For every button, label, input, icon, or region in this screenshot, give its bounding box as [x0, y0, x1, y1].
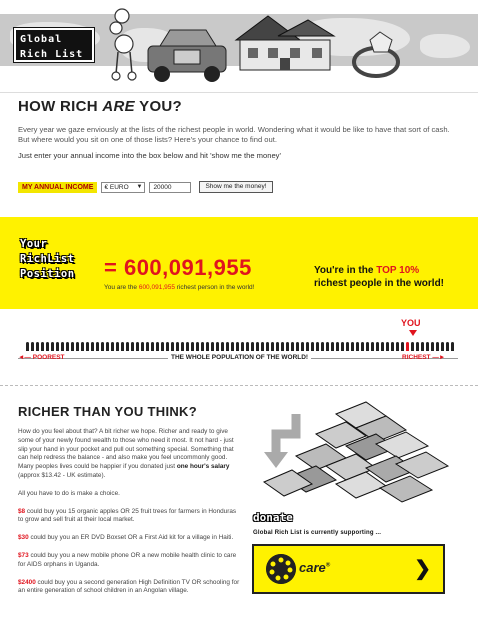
person-icon	[221, 342, 224, 351]
currency-value: € EURO	[104, 183, 129, 191]
person-icon	[246, 342, 249, 351]
person-icon	[396, 342, 399, 351]
person-icon	[451, 342, 454, 351]
person-icon	[161, 342, 164, 351]
person-icon	[76, 342, 79, 351]
person-icon	[296, 342, 299, 351]
person-icon	[356, 342, 359, 351]
badge-line-3: Position	[20, 268, 75, 280]
richlist-position-badge	[20, 237, 86, 285]
mansion-illustration	[228, 10, 338, 74]
site-logo[interactable]	[14, 28, 94, 62]
person-icon	[281, 342, 284, 351]
person-icon	[351, 342, 354, 351]
richer-choice: All you have to do is make a choice.	[18, 489, 120, 497]
donation-option: $8 could buy you 15 organic apples OR 25 fruit trees for farmers in Honduras to grow and sell fruit at their local market.	[18, 507, 237, 524]
person-icon	[186, 342, 189, 351]
person-icon	[196, 342, 199, 351]
person-icon	[36, 342, 39, 351]
person-icon	[416, 342, 419, 351]
person-icon	[326, 342, 329, 351]
chevron-down-icon: ▼	[136, 184, 143, 190]
person-icon	[96, 342, 99, 351]
person-icon	[66, 342, 69, 351]
person-icon	[251, 342, 254, 351]
person-icon	[376, 342, 379, 351]
site-header	[0, 0, 478, 93]
person-icon	[261, 342, 264, 351]
badge-line-1: Your	[20, 238, 48, 250]
person-icon	[26, 342, 29, 351]
person-icon	[206, 342, 209, 351]
person-icon	[121, 342, 124, 351]
person-icon	[146, 342, 149, 351]
person-icon	[411, 342, 414, 351]
person-icon	[71, 342, 74, 351]
person-icon	[131, 342, 134, 351]
person-icon	[216, 342, 219, 351]
person-icon	[201, 342, 204, 351]
person-icon	[276, 342, 279, 351]
population-scale	[18, 316, 458, 376]
donation-option: $30 could buy you an ER DVD Boxset OR a First Aid kit for a village in Haiti.	[18, 534, 234, 542]
person-icon	[176, 342, 179, 351]
person-icon	[266, 342, 269, 351]
person-icon	[336, 342, 339, 351]
person-icon	[136, 342, 139, 351]
richer-paragraph: How do you feel about that? A bit richer we hope. Richer and ready to give some of your newly found wealth to those who need it most. It not hard - just slip your hand in your pocket and pull out something special. Something that can help redress the balance - and also make you feel uncommonly good. Many peoples lives could be happier if you donated just one hour's salary (approx $13.42 - UK estimate).	[18, 428, 234, 479]
population-caption: THE WHOLE POPULATION OF THE WORLD!	[168, 354, 311, 361]
person-icon	[311, 342, 314, 351]
richer-section	[18, 404, 240, 596]
person-icon	[341, 342, 344, 351]
income-form	[18, 181, 273, 193]
person-icon	[421, 342, 424, 351]
person-icon	[101, 342, 104, 351]
person-icon	[366, 342, 369, 351]
person-icon	[441, 342, 444, 351]
person-icon	[431, 342, 434, 351]
logo-line-1: Global	[20, 34, 63, 45]
arrow-right-icon: ❯	[414, 558, 431, 580]
badge-line-2: RichList	[20, 253, 75, 265]
person-icon	[106, 342, 109, 351]
person-icon	[126, 342, 129, 351]
person-icon	[141, 342, 144, 351]
poodle-illustration	[100, 6, 140, 86]
donate-heading: donate	[253, 511, 293, 524]
section-divider	[0, 385, 478, 386]
top-percent-statement: You're in the TOP 10% richest people in the world!	[314, 265, 445, 289]
income-input[interactable]: 20000	[149, 182, 191, 193]
person-icon	[301, 342, 304, 351]
currency-select[interactable]	[101, 182, 145, 193]
person-icon	[371, 342, 374, 351]
person-icon	[156, 342, 159, 351]
person-icon	[346, 342, 349, 351]
care-wordmark: care®	[299, 560, 331, 575]
person-icon	[331, 342, 334, 351]
person-icon	[51, 342, 54, 351]
population-people-row	[26, 342, 454, 351]
person-icon	[211, 342, 214, 351]
richlist-position-sentence: You are the 600,091,955 richest person in the world!	[104, 284, 255, 291]
show-me-the-money-button[interactable]: Show me the money!	[199, 181, 272, 193]
person-icon	[56, 342, 59, 351]
care-logo-icon	[266, 554, 296, 584]
person-icon	[306, 342, 309, 351]
richest-label: RICHEST —►	[402, 354, 446, 361]
person-icon	[81, 342, 84, 351]
person-icon	[426, 342, 429, 351]
person-icon	[61, 342, 64, 351]
person-icon	[111, 342, 114, 351]
person-icon	[446, 342, 449, 351]
person-icon	[31, 342, 34, 351]
person-icon	[191, 342, 194, 351]
person-icon	[116, 342, 119, 351]
person-icon	[361, 342, 364, 351]
person-icon	[286, 342, 289, 351]
luxury-car-illustration	[144, 24, 230, 86]
person-icon	[436, 342, 439, 351]
donation-option: $73 could buy you a new mobile phone OR a new mobile health clinic to care for AIDS orphans in Uganda.	[18, 551, 237, 568]
person-icon	[316, 342, 319, 351]
person-icon	[291, 342, 294, 351]
intro-section	[18, 98, 458, 161]
person-icon	[41, 342, 44, 351]
you-arrow-icon	[409, 330, 417, 336]
person-icon	[241, 342, 244, 351]
person-icon	[386, 342, 389, 351]
person-icon	[226, 342, 229, 351]
person-icon	[401, 342, 404, 351]
intro-instruction: Just enter your annual income into the box below and hit 'show me the money'	[18, 151, 281, 160]
person-icon	[46, 342, 49, 351]
poorest-label: ◄— POOREST	[18, 354, 65, 361]
person-icon	[171, 342, 174, 351]
supporting-caption: Global Rich List is currently supporting ...	[253, 530, 382, 536]
donation-option: $2400 could buy you a second generation High Definition TV OR schooling for an entire generation of school children in an Angolan village.	[18, 578, 240, 595]
person-icon	[166, 342, 169, 351]
result-banner	[0, 217, 478, 309]
diamond-ring-illustration	[348, 26, 408, 82]
person-icon	[151, 342, 154, 351]
care-donate-banner[interactable]	[252, 544, 445, 594]
person-icon	[256, 342, 259, 351]
logo-line-2: Rich List	[20, 49, 84, 60]
income-label: MY ANNUAL INCOME	[18, 182, 97, 193]
person-icon	[271, 342, 274, 351]
richlist-position-number: = 600,091,955	[104, 255, 252, 280]
person-icon	[231, 342, 234, 351]
intro-paragraph: Every year we gaze enviously at the lists of the richest people in world. Wondering what it would be like to have that sort of cash. But where would you sit on one of those lists? Here's your chance to find out.	[18, 125, 450, 144]
person-icon	[321, 342, 324, 351]
you-person-icon	[406, 342, 409, 351]
person-icon	[236, 342, 239, 351]
person-icon	[381, 342, 384, 351]
person-icon	[91, 342, 94, 351]
person-icon	[181, 342, 184, 351]
richer-title: RICHER THAN YOU THINK?	[18, 404, 197, 419]
person-icon	[391, 342, 394, 351]
you-marker-label: YOU	[401, 318, 421, 328]
page-title: HOW RICH ARE YOU?	[18, 98, 183, 115]
money-pile-illustration	[256, 394, 456, 512]
person-icon	[86, 342, 89, 351]
